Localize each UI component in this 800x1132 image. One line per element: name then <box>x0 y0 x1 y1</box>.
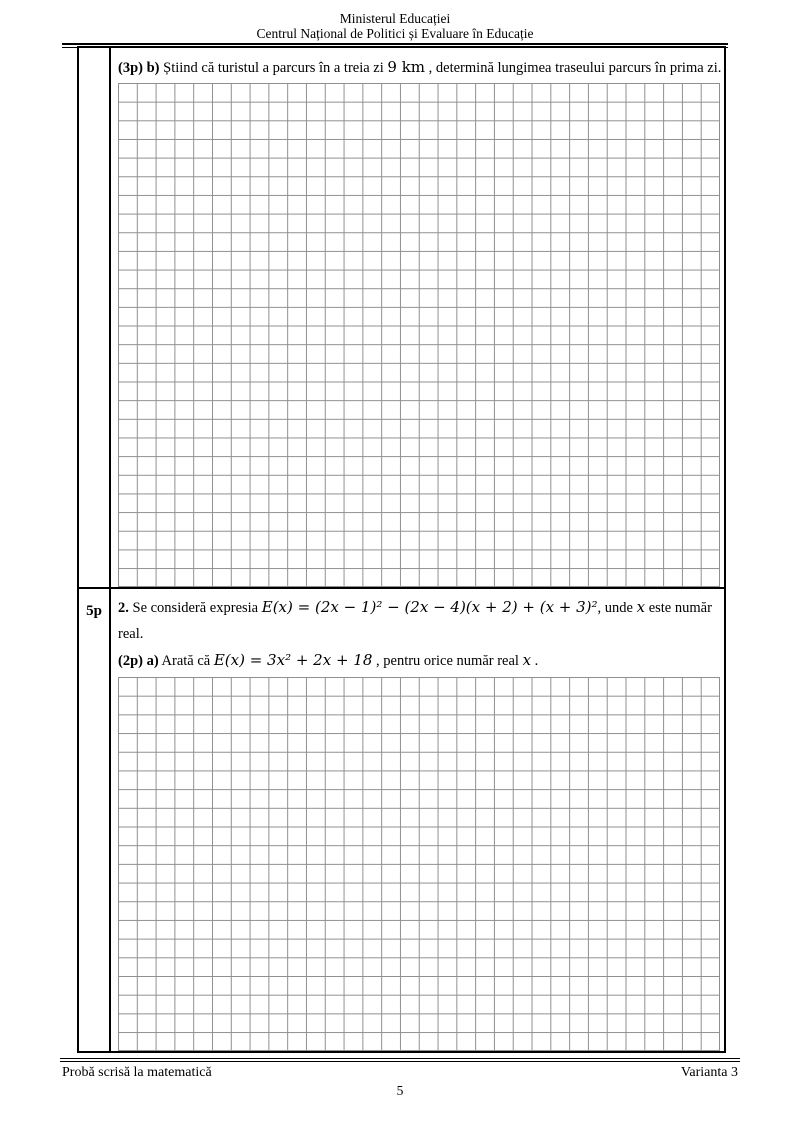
problem-2a-statement <box>118 647 724 674</box>
points-cell <box>79 48 111 587</box>
statement-text: este număr real. <box>118 600 712 642</box>
math-variable: x <box>522 651 532 669</box>
document-header <box>62 11 728 48</box>
answer-grid-1 <box>118 83 720 587</box>
points-cell <box>79 589 111 1051</box>
problem-number: 2. <box>118 600 129 616</box>
points-label: 5p <box>86 603 102 619</box>
points-prefix: (2p) a) <box>118 653 159 669</box>
math-variable: x <box>636 598 646 616</box>
math-expression: E(x) = (2x − 1)² − (2x − 4)(x + 2) + (x + 3)² <box>261 598 598 616</box>
statement-text: Se consideră expresia <box>132 600 259 616</box>
statement-text: Știind că turistul a parcurs în a treia zi <box>163 60 384 76</box>
statement-text: , pentru orice număr real <box>372 653 519 669</box>
document-footer <box>60 1058 740 1099</box>
problem-2-statement <box>118 594 724 647</box>
problem-1b-statement <box>118 53 722 82</box>
statement-text: . <box>534 653 539 669</box>
footer-rule <box>60 1058 740 1062</box>
statement-text: , unde <box>597 600 633 616</box>
problem-cell <box>111 48 724 587</box>
footer-row <box>60 1064 740 1081</box>
math-expression: E(x) = 3x² + 2x + 18 <box>213 651 373 669</box>
ministry-title: Ministerul Educației <box>339 11 451 26</box>
footer-subject: Probă scrisă la matematică <box>62 1065 212 1080</box>
points-prefix: (3p) b) <box>118 60 160 76</box>
problem-cell <box>111 589 724 1051</box>
footer-variant: Varianta 3 <box>680 1065 738 1080</box>
answer-grid-2 <box>118 677 720 1051</box>
page-number: 5 <box>396 1083 404 1098</box>
statement-text: Arată că <box>161 653 211 669</box>
statement-text: , determină lungimea traseului parcurs în prima zi. <box>425 60 722 76</box>
math-expression: 9 km <box>387 58 426 76</box>
problems-table <box>77 46 726 1053</box>
table-row <box>79 48 724 587</box>
center-title: Centrul Național de Politici și Evaluare în Educație <box>256 26 534 41</box>
table-row <box>79 587 724 1051</box>
